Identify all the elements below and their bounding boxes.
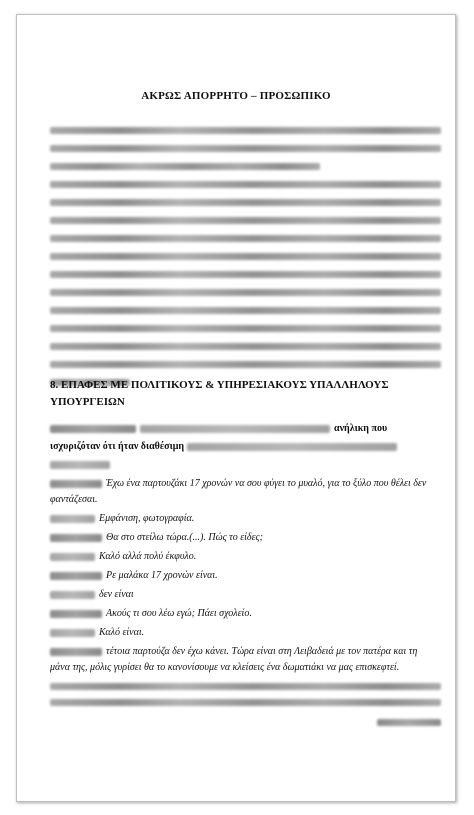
- intro-bold-2: ισχυριζόταν ότι ήταν διαθέσιμη: [50, 441, 185, 452]
- dialogue-text: Εμφάνιση, φωτογραφία.: [99, 513, 195, 524]
- redacted-line: [50, 163, 320, 170]
- intro-line-2: [50, 440, 401, 453]
- dialogue-line: [50, 569, 218, 582]
- dialogue-line: [50, 626, 144, 639]
- redacted-signature: [377, 719, 441, 726]
- speaker-name: [50, 534, 102, 542]
- redacted-line: [50, 325, 441, 332]
- dialogue-line: [50, 607, 252, 620]
- redacted-line: [50, 181, 441, 188]
- dialogue-line: [50, 531, 263, 544]
- dialogue-text: φαντάζεσαι.: [50, 494, 98, 505]
- redacted-text: [50, 461, 110, 469]
- intro-line-3: [50, 458, 114, 471]
- dialogue-line: [50, 645, 417, 658]
- redacted-text: [187, 443, 397, 451]
- speaker-name: [50, 553, 95, 561]
- redacted-name: [50, 425, 136, 433]
- dialogue-text: δεν είναι: [99, 589, 134, 600]
- redacted-line: [50, 307, 441, 314]
- dialogue-text: Ρε μαλάκα 17 χρονών είναι.: [106, 570, 218, 581]
- redacted-line: [50, 217, 441, 224]
- section-heading: 8. ΕΠΑΦΕΣ ΜΕ ΠΟΛΙΤΙΚΟΥΣ & ΥΠΗΡΕΣΙΑΚΟΥΣ ΥΠΑΛΛΗΛΟΥΣ ΥΠΟΥΡΓΕΙΩΝ: [50, 379, 389, 408]
- dialogue-line: [50, 588, 134, 601]
- dialogue-line: [50, 493, 98, 506]
- redacted-line: [50, 235, 441, 242]
- speaker-name: [50, 610, 102, 618]
- dialogue-text: τέτοια παρτούζα δεν έχω κάνει. Τώρα είναι στη Λειβαδειά με τον πατέρα και τη: [106, 646, 418, 657]
- redacted-line: [50, 271, 441, 278]
- speaker-name: [50, 648, 102, 656]
- redacted-line: [50, 253, 441, 260]
- dialogue-line: [50, 477, 426, 490]
- intro-bold-1: ανήλικη που: [334, 423, 388, 434]
- redacted-line: [50, 289, 441, 296]
- redacted-line: [50, 199, 441, 206]
- intro-line-1: [50, 422, 387, 435]
- redacted-line: [50, 145, 441, 152]
- speaker-name: [50, 480, 102, 488]
- dialogue-text: μάνα της, μόλις γυρίσει θα το κανονίσουμε να κλείσεις ένα δωματιάκι να μας επισκεφτεί.: [50, 662, 400, 673]
- redacted-text: [140, 425, 330, 433]
- dialogue-text: Καλό είναι.: [99, 627, 145, 638]
- dialogue-line: [50, 550, 196, 563]
- speaker-name: [50, 572, 102, 580]
- redacted-line: [50, 343, 441, 350]
- redacted-line: [50, 127, 441, 134]
- dialogue-line: [50, 512, 194, 525]
- dialogue-text: Θα στο στείλω τώρα.(...). Πώς το είδες;: [106, 532, 263, 543]
- redacted-line: [50, 361, 441, 368]
- redacted-line: [50, 683, 441, 690]
- dialogue-text: Καλό αλλά πολύ έκφυλο.: [99, 551, 197, 562]
- speaker-name: [50, 515, 95, 523]
- speaker-name: [50, 629, 95, 637]
- dialogue-line: [50, 661, 399, 674]
- redacted-paragraph-1: [50, 127, 441, 397]
- redacted-line: [50, 699, 441, 706]
- dialogue-text: Έχω ένα παρτουζάκι 17 χρονών να σου φύγει το μυαλό, για το ξύλο που θέλει δεν: [106, 478, 427, 489]
- document-title: ΑΚΡΩΣ ΑΠΟΡΡΗΤΟ – ΠΡΟΣΩΠΙΚΟ: [141, 90, 331, 102]
- redacted-paragraph-2: [50, 683, 441, 715]
- speaker-name: [50, 591, 95, 599]
- dialogue-text: Ακούς τι σου λέω εγώ; Πάει σχολείο.: [106, 608, 252, 619]
- document-page: [16, 14, 456, 802]
